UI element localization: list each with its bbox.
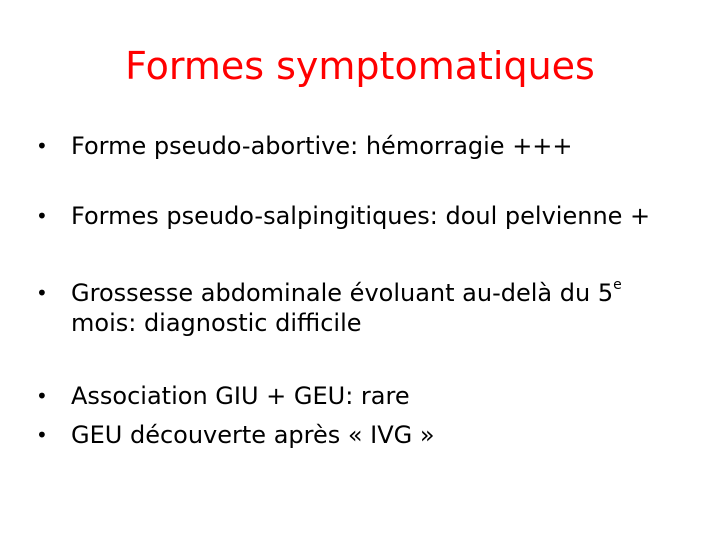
bullet-marker: • <box>36 423 48 447</box>
slide-title: Formes symptomatiques <box>125 44 595 88</box>
bullet-marker: • <box>36 281 48 305</box>
bullet-marker: • <box>36 204 48 228</box>
bullet-item-association <box>36 381 696 411</box>
bullet-text: GEU découverte après « IVG » <box>71 421 435 449</box>
bullet-item-geu-ivg <box>36 420 696 450</box>
bullet-text-main: Grossesse abdominale évoluant au-delà du 5 <box>71 279 614 307</box>
bullet-text: Association GIU + GEU: rare <box>71 382 410 410</box>
bullet-text-line-2: mois: diagnostic difficile <box>71 309 362 337</box>
bullet-marker: • <box>36 134 48 158</box>
bullet-text: Forme pseudo-abortive: hémorragie +++ <box>71 132 573 160</box>
bullet-item-pseudo-abortive <box>36 131 696 161</box>
bullet-text: Formes pseudo-salpingitiques: doul pelvienne + <box>71 202 651 230</box>
superscript-e: e <box>613 277 622 293</box>
bullet-item-pseudo-salpingitiques <box>36 201 696 231</box>
bullet-text-line-1 <box>71 278 696 308</box>
bullet-item-grossesse-abdominale <box>36 278 696 338</box>
bullet-marker: • <box>36 384 48 408</box>
